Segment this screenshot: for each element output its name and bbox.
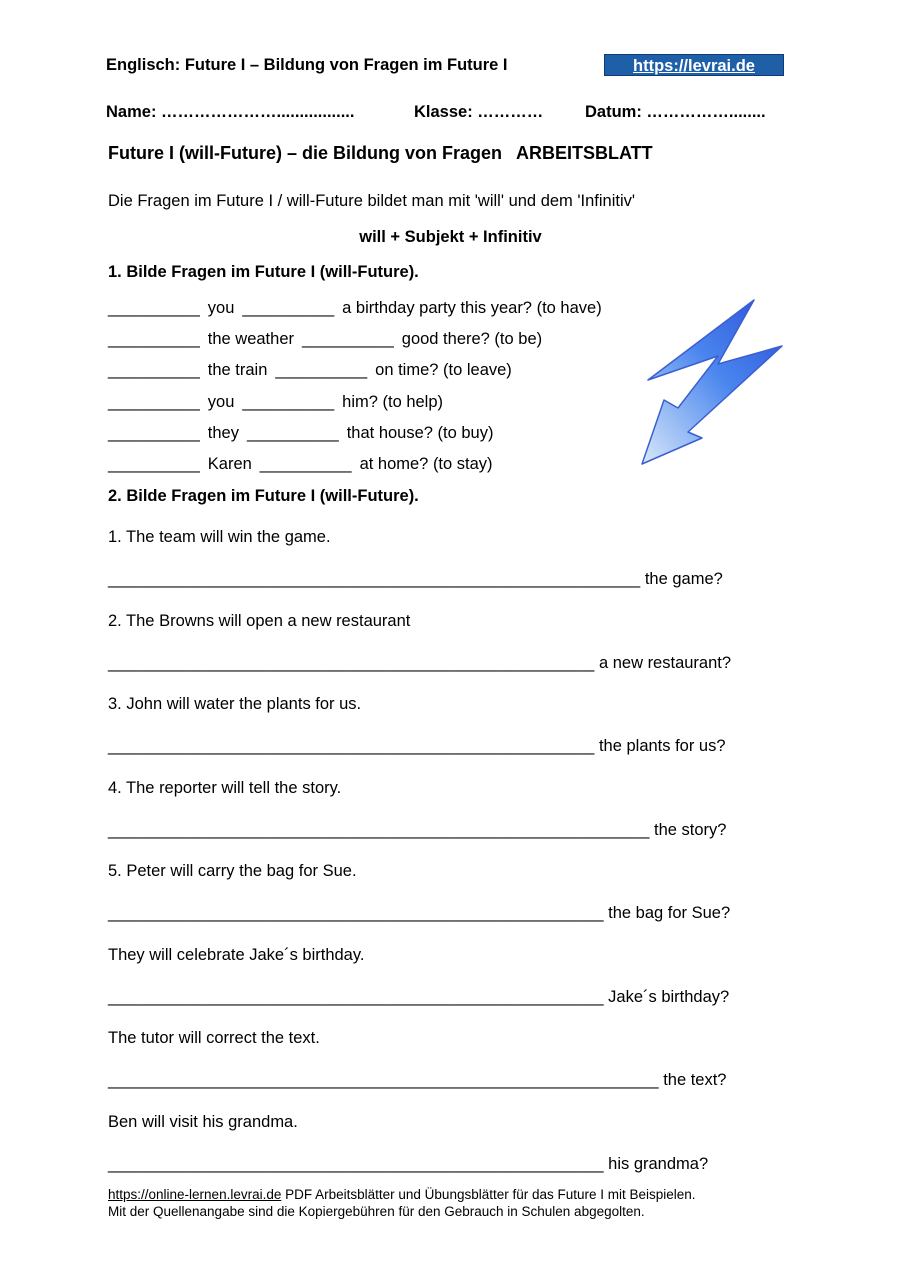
exercise2-sentence: Ben will visit his grandma.: [108, 1113, 298, 1131]
worksheet-tag: ARBEITSBLATT: [516, 143, 653, 163]
answer-blank: _____________________________________________________: [108, 654, 595, 672]
class-field: Klasse: …………: [414, 103, 544, 121]
rest: a birthday party this year? (to have): [342, 299, 602, 317]
footer-line-1: [108, 1186, 696, 1203]
answer-ending: the bag for Sue?: [608, 904, 731, 922]
exercise2-sentence: 1. The team will win the game.: [108, 528, 331, 546]
answer-blank: ______________________________________________________: [108, 904, 604, 922]
lightning-arrow-icon: [636, 296, 786, 468]
exercise1-line: [108, 330, 550, 349]
blank: __________: [108, 393, 200, 411]
exercise2-sentence: 3. John will water the plants for us.: [108, 695, 362, 713]
intro-text: Die Fragen im Future I / will-Future bildet man mit 'will' und dem 'Infinitiv': [108, 192, 636, 210]
document-title: Englisch: Future I – Bildung von Fragen im Future I: [106, 56, 508, 74]
subject: the train: [207, 361, 268, 379]
answer-ending: his grandma?: [608, 1155, 709, 1173]
blank: __________: [108, 330, 200, 348]
exercise2-sentence: The tutor will correct the text.: [108, 1029, 320, 1047]
footer-text-1: PDF Arbeitsblätter und Übungsblätter für das Future I mit Beispielen.: [281, 1187, 696, 1202]
date-field: Datum: ……………........: [585, 103, 766, 121]
answer-blank: ___________________________________________________________: [108, 821, 650, 839]
answer-ending: a new restaurant?: [598, 654, 732, 672]
answer-blank: __________________________________________________________: [108, 570, 641, 588]
subject: Karen: [207, 455, 252, 473]
exercise1-line: [108, 393, 451, 412]
exercise2-answer-line: [108, 737, 726, 756]
blank: __________: [302, 330, 394, 348]
answer-blank: ______________________________________________________: [108, 988, 604, 1006]
formula: will + Subjekt + Infinitiv: [359, 228, 542, 246]
worksheet-title: [108, 143, 653, 164]
exercise2-answer-line: [108, 654, 731, 673]
answer-ending: the game?: [644, 570, 723, 588]
rest: on time? (to leave): [375, 361, 512, 379]
answer-ending: the plants for us?: [598, 737, 726, 755]
exercise2-sentence: 2. The Browns will open a new restaurant: [108, 612, 411, 630]
exercise2-sentence: 5. Peter will carry the bag for Sue.: [108, 862, 357, 880]
exercise2-heading: 2. Bilde Fragen im Future I (will-Future).: [108, 487, 419, 505]
answer-ending: Jake´s birthday?: [608, 988, 730, 1006]
answer-blank: ______________________________________________________: [108, 1155, 604, 1173]
answer-ending: the text?: [663, 1071, 727, 1089]
blank: __________: [259, 455, 352, 473]
subject: the weather: [207, 330, 294, 348]
worksheet-title-text: Future I (will-Future) – die Bildung von Fragen: [108, 143, 502, 163]
name-field: Name: ………………….................: [106, 103, 355, 121]
rest: him? (to help): [342, 393, 444, 411]
blank: __________: [108, 299, 200, 317]
exercise1-line: [108, 361, 520, 380]
rest: that house? (to buy): [346, 424, 494, 442]
rest: at home? (to stay): [359, 455, 493, 473]
exercise1-line: [108, 299, 610, 318]
footer-link[interactable]: https://online-lernen.levrai.de: [108, 1187, 282, 1202]
exercise2-sentence: They will celebrate Jake´s birthday.: [108, 946, 365, 964]
exercise1-heading: 1. Bilde Fragen im Future I (will-Future).: [108, 263, 419, 281]
exercise2-answer-line: [108, 1155, 708, 1174]
subject: you: [207, 393, 235, 411]
footer: [108, 1186, 696, 1220]
exercise2-sentence: 4. The reporter will tell the story.: [108, 779, 342, 797]
subject: you: [207, 299, 235, 317]
answer-blank: ____________________________________________________________: [108, 1071, 659, 1089]
exercise2-answer-line: [108, 1071, 726, 1090]
blank: __________: [108, 455, 200, 473]
exercise2-answer-line: [108, 904, 730, 923]
exercise2-answer-line: [108, 988, 729, 1007]
blank: __________: [242, 299, 335, 317]
blank: __________: [246, 424, 339, 442]
subject: they: [207, 424, 239, 442]
blank: __________: [108, 361, 200, 379]
answer-blank: _____________________________________________________: [108, 737, 595, 755]
rest: good there? (to be): [401, 330, 543, 348]
blank: __________: [242, 393, 335, 411]
blank: __________: [275, 361, 368, 379]
exercise2-answer-line: [108, 570, 723, 589]
exercise2-answer-line: [108, 821, 726, 840]
answer-ending: the story?: [654, 821, 727, 839]
footer-line-2: Mit der Quellenangabe sind die Kopiergebühren für den Gebrauch in Schulen abgegolten.: [108, 1204, 645, 1219]
exercise1-line: [108, 424, 501, 443]
site-link[interactable]: https://levrai.de: [604, 54, 784, 76]
exercise1-line: [108, 455, 501, 474]
blank: __________: [108, 424, 200, 442]
